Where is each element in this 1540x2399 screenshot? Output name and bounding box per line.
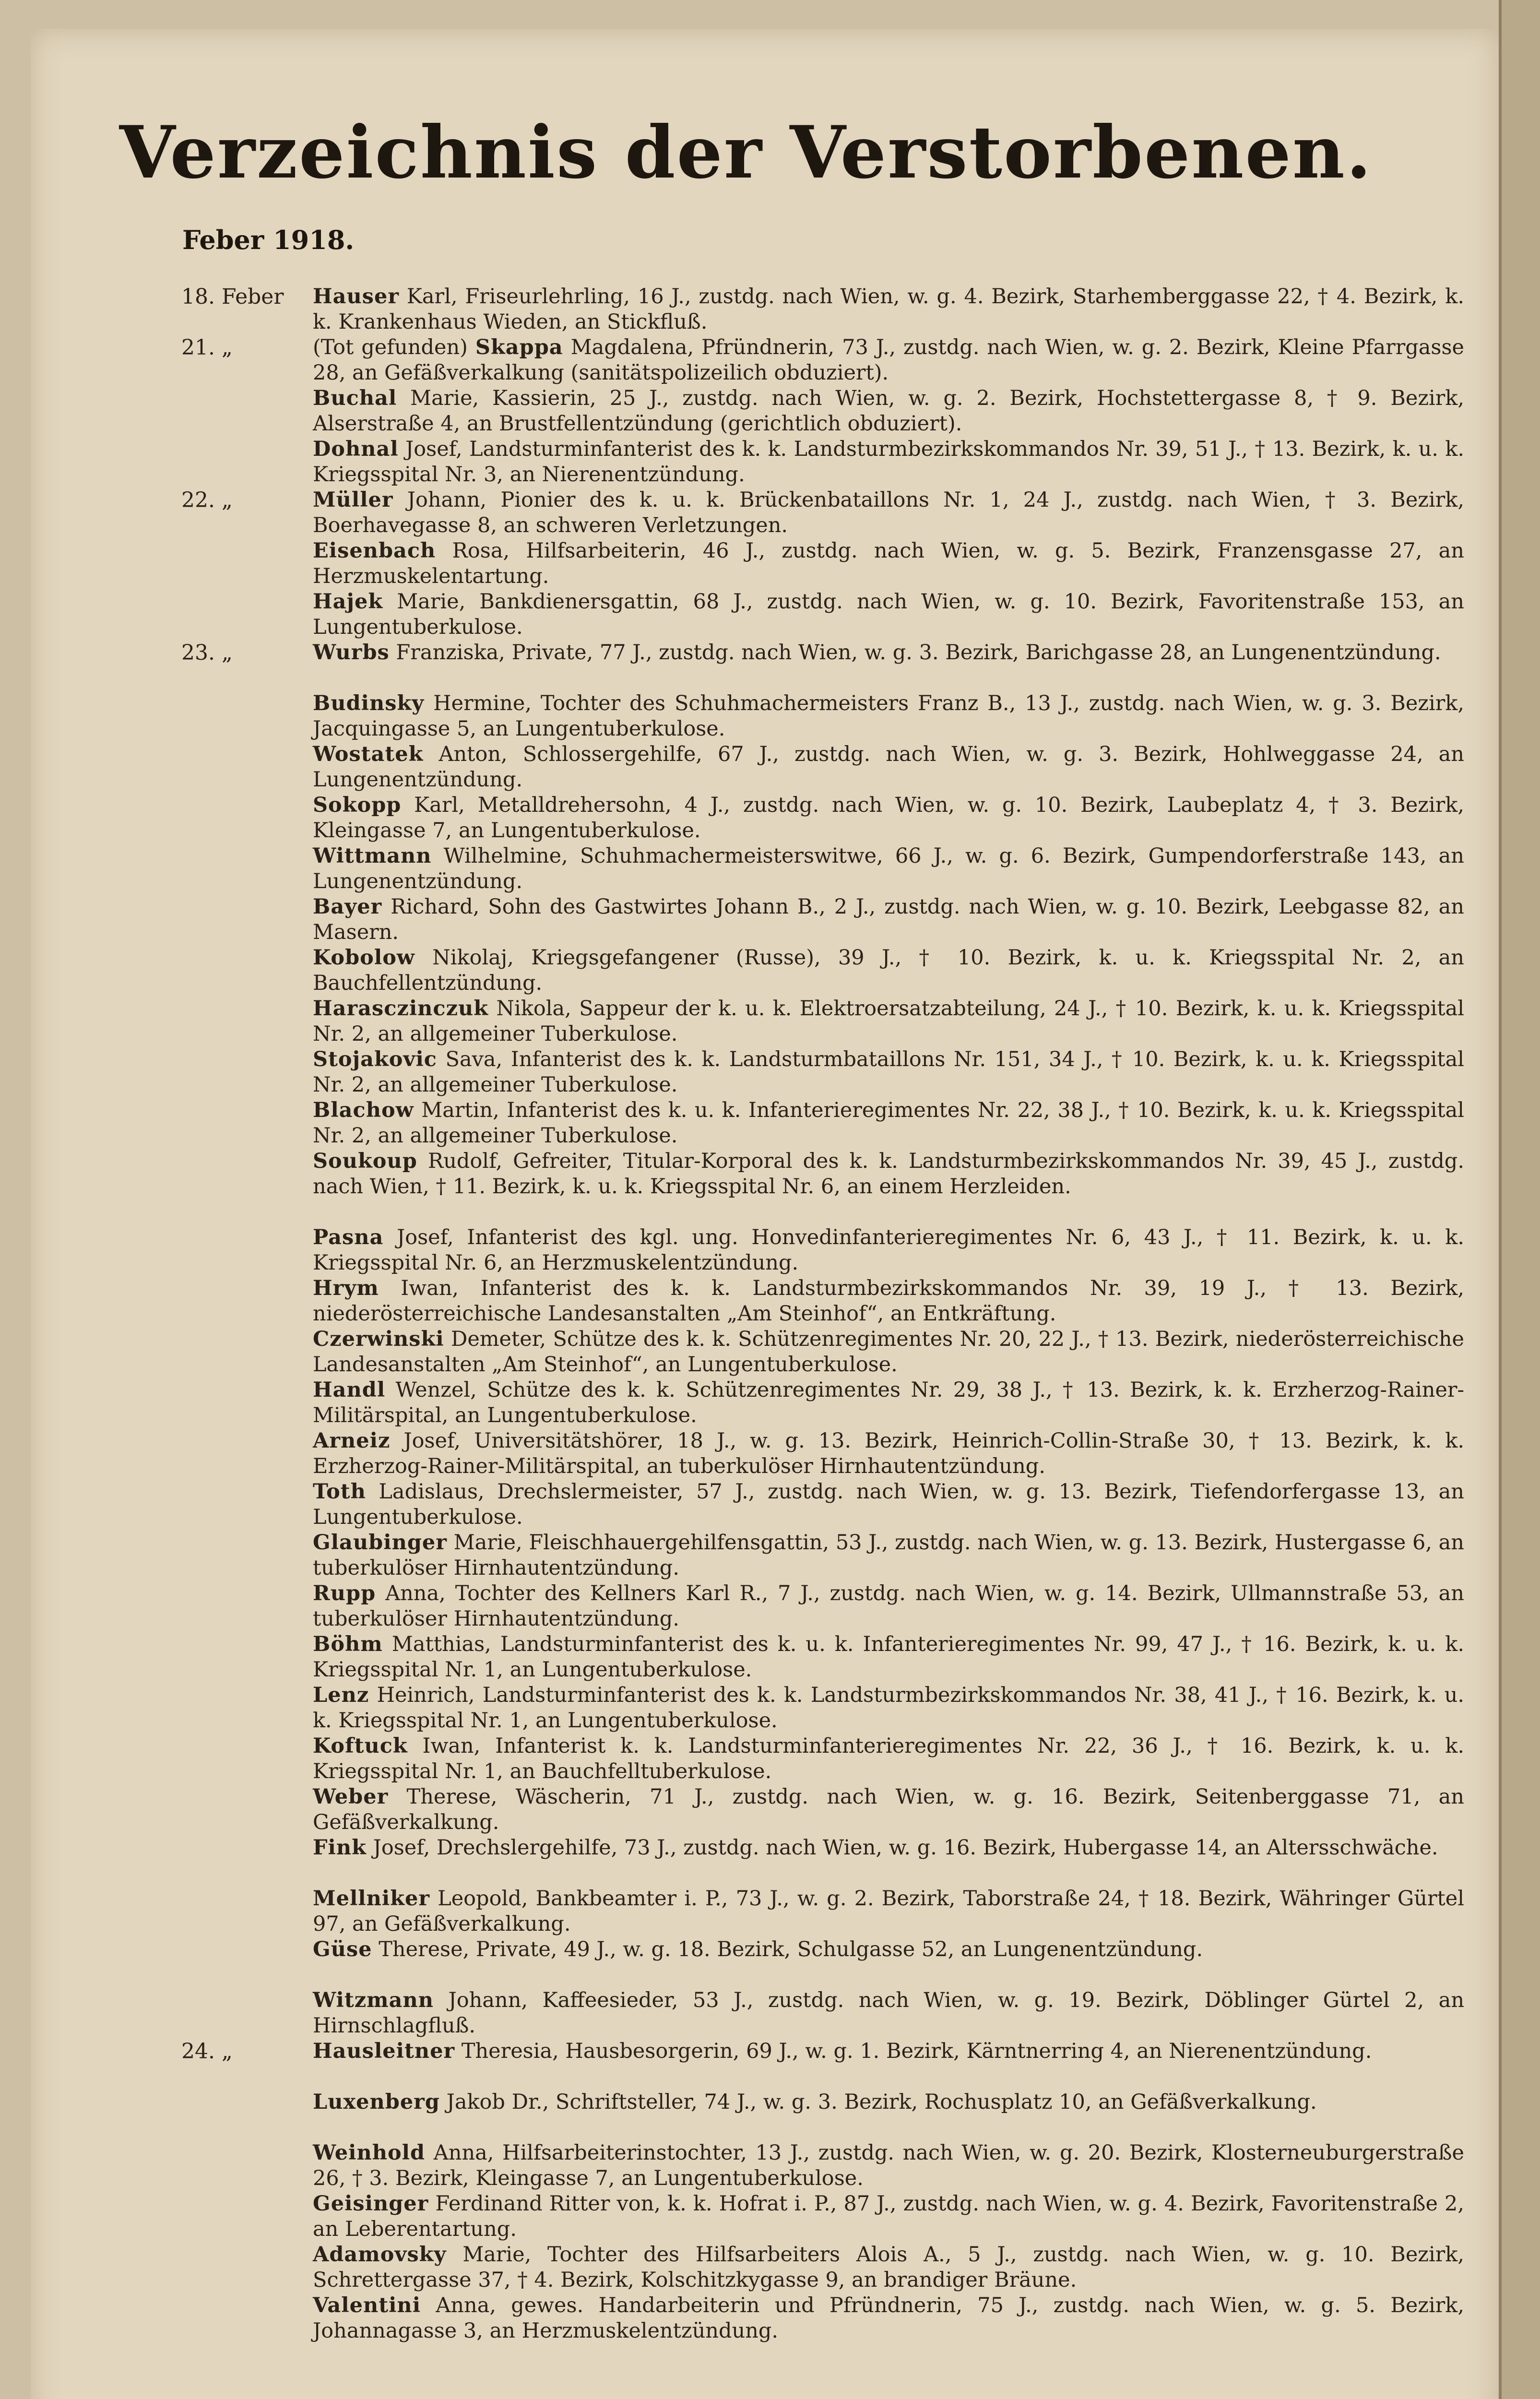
register-entry [0,1324,1492,1375]
register-entry [0,1527,1492,1578]
entry-surname: Bayer [313,895,382,919]
register-entry [0,434,1492,485]
entry-text [313,1098,1464,1149]
entry-text [313,1530,1464,1581]
entry-details: Wenzel, Schütze des k. k. Schützenregimentes Nr. 29, 38 J., † 13. Bezirk, k. k. Erzherzog-Rainer-Militärspital, an Lungentuberkulose. [313,1378,1464,1427]
entry-surname: Güse [313,1937,372,1961]
entry-text [313,1047,1464,1098]
entry-details: Anna, Tochter des Kellners Karl R., 7 J., zustdg. nach Wien, w. g. 14. Bezirk, Ullmannstraße 53, an tuberkulöser Hirnhautentzündung. [313,1581,1464,1631]
entry-details: Anna, Hilfsarbeiterinstochter, 13 J., zustdg. nach Wien, w. g. 20. Bezirk, Klosterneuburgerstraße 26, † 3. Bezirk, Kleingasse 7, an Lungentuberkulose. [313,2141,1465,2190]
register-entry [0,2138,1492,2188]
entry-surname: Hausleitner [313,2039,455,2063]
register-entry [0,739,1492,790]
entry-text [313,2242,1464,2293]
entry-details: Karl, Metalldrehersohn, 4 J., zustdg. nach Wien, w. g. 10. Bezirk, Laubeplatz 4, † 3. Bezirk, Kleingasse 7, an Lungentuberkulose. [313,793,1464,843]
register-entry [0,1273,1492,1324]
entry-details: Rudolf, Gefreiter, Titular-Korporal des k. k. Landsturmbezirkskommandos Nr. 39, 45 J., zustdg. nach Wien, † 11. Bezirk, k. u. k. Kriegsspital Nr. 6, an einem Herzleiden. [313,1149,1465,1199]
entry-details: Sava, Infanterist des k. k. Landsturmbataillons Nr. 151, 34 J., † 10. Bezirk, k. u. k. Kriegsspital Nr. 2, an allgemeiner Tuberkulose. [313,1047,1464,1097]
entry-text [313,2191,1464,2242]
entry-details: Iwan, Infanterist des k. k. Landsturmbezirkskommandos Nr. 39, 19 J., † 13. Bezirk, niederösterreichische Landesanstalten „Am Steinhof“, an Entkräftung. [313,1276,1464,1326]
entry-date: 18. Feber [181,285,284,309]
entry-text [313,335,1464,386]
entry-details: Leopold, Bankbeamter i. P., 73 J., w. g. 2. Bezirk, Taborstraße 24, † 18. Bezirk, Währinger Gürtel 97, an Gefäßverkalkung. [313,1887,1464,1936]
entry-text [313,2090,1464,2115]
register-entry [0,1578,1492,1629]
entry-surname: Wittmann [313,844,432,868]
entry-surname: Weber [313,1785,389,1809]
entry-text [313,793,1464,843]
register-entry [0,281,1492,332]
entry-details: Rosa, Hilfsarbeiterin, 46 J., zustdg. nach Wien, w. g. 5. Bezirk, Franzensgasse 27, an Herzmuskelentartung. [313,539,1464,588]
entry-text [313,640,1464,665]
entry-details: Johann, Kaffeesieder, 53 J., zustdg. nach Wien, w. g. 19. Bezirk, Döblinger Gürtel 2, an Hirnschlagfluß. [313,1988,1465,2038]
entry-text [313,437,1464,487]
page-title: Verzeichnis der Verstorbenen. [119,110,1373,195]
register-entry [0,383,1492,434]
entry-details: Josef, Landsturminfanterist des k. k. Landsturmbezirkskommandos Nr. 39, 51 J., † 13. Bezirk, k. u. k. Kriegsspital Nr. 3, an Nierenentzündung. [313,437,1464,487]
entry-text [313,538,1464,589]
entry-surname: Müller [313,488,393,512]
entry-date: 22. „ [181,488,233,512]
entry-text [313,1988,1464,2039]
entry-surname: Stojakovic [313,1047,437,1071]
register-entry [0,2239,1492,2290]
register-entry [0,1095,1492,1146]
entry-text [313,1276,1464,1327]
entry-text [313,1327,1464,1378]
entry-surname: Kobolow [313,946,415,970]
entry-surname: Rupp [313,1581,376,1605]
register-entry [0,2290,1492,2341]
entry-details: Iwan, Infanterist k. k. Landsturminfanterieregimentes Nr. 22, 36 J., † 16. Bezirk, k. u. k. Kriegsspital Nr. 1, an Bauchfelltuberkulose. [313,1734,1464,1783]
register-entry [0,2188,1492,2239]
entry-surname: Toth [313,1480,366,1504]
entry-details: Anna, gewes. Handarbeiterin und Pfründnerin, 75 J., zustdg. nach Wien, w. g. 5. Bezirk, Johannagasse 3, an Herzmuskelentzündung. [313,2293,1464,2343]
entry-surname: Weinhold [313,2141,426,2165]
entry-details: Marie, Fleischhauergehilfensgattin, 53 J., zustdg. nach Wien, w. g. 13. Bezirk, Hustergasse 6, an tuberkulöser Hirnhautentzündung. [313,1531,1464,1580]
entry-text [313,2140,1464,2191]
entry-surname: Adamovsky [313,2243,447,2267]
entry-surname: Geisinger [313,2192,429,2216]
register-entry [0,891,1492,942]
entry-text [313,945,1464,996]
month-heading: Feber 1918. [182,225,355,255]
entry-surname: Pasna [313,1225,384,1249]
entry-details: Wilhelmine, Schuhmachermeisterswitwe, 66 J., w. g. 6. Bezirk, Gumpendorferstraße 143, an Lungenentzündung. [313,844,1464,893]
entry-details: Martin, Infanterist des k. u. k. Infanterieregimentes Nr. 22, 38 J., † 10. Bezirk, k. u. k. Kriegsspital Nr. 2, an allgemeiner Tuberkulose. [313,1098,1464,1148]
register-entry [0,1222,1492,1273]
entry-details: Marie, Kassierin, 25 J., zustdg. nach Wien, w. g. 2. Bezirk, Hochstettergasse 8, † 9. Bezirk, Alserstraße 4, an Brustfellentzündung (gerichtlich obduziert). [313,386,1465,436]
entry-text [313,1225,1464,1276]
register-entry [0,1883,1492,1934]
register-entry [0,841,1492,891]
entry-details: Josef, Drechslergehilfe, 73 J., zustdg. nach Wien, w. g. 16. Bezirk, Hubergasse 14, an Altersschwäche. [373,1836,1438,1860]
entry-surname: Wostatek [313,742,424,766]
entry-surname: Wurbs [313,641,390,665]
entry-text [313,1428,1464,1479]
entry-details: Josef, Universitätshörer, 18 J., w. g. 13. Bezirk, Heinrich-Collin-Straße 30, † 13. Bezirk, k. k. Erzherzog-Rainer-Militärspital, an tuberkulöser Hirnhautentzündung. [313,1429,1464,1478]
entry-surname: Blachow [313,1098,414,1122]
entry-details: Marie, Tochter des Hilfsarbeiters Alois A., 5 J., zustdg. nach Wien, w. g. 10. Bezirk, Schrettergasse 37, † 4. Bezirk, Kolschitzkygasse 9, an brandiger Bräune. [313,2243,1464,2292]
entry-text [313,742,1464,793]
entry-text [313,1632,1464,1683]
entry-text [313,1581,1464,1632]
entry-details: Matthias, Landsturminfanterist des k. u. k. Infanterieregimentes Nr. 99, 47 J., † 16. Bezirk, k. u. k. Kriegsspital Nr. 1, an Lungentuberkulose. [313,1632,1465,1682]
entry-surname: Czerwinski [313,1327,444,1351]
entry-details: Jakob Dr., Schriftsteller, 74 J., w. g. 3. Bezirk, Rochusplatz 10, an Gefäßverkalkung. [446,2090,1317,2114]
entry-surname: Soukoup [313,1149,417,1173]
entry-details: Nikola, Sappeur der k. u. k. Elektroersatzabteilung, 24 J., † 10. Bezirk, k. u. k. Kriegsspital Nr. 2, an allgemeiner Tuberkulose. [313,997,1464,1046]
entry-surname: Böhm [313,1632,383,1656]
entry-surname: Arneiz [313,1429,391,1453]
entry-text [313,996,1464,1047]
entry-surname: Dohnal [313,437,399,461]
register-entry [0,535,1492,586]
entry-surname: Glaubinger [313,1531,447,1555]
entry-surname: Mellniker [313,1887,430,1911]
entry-details: Theresia, Hausbesorgerin, 69 J., w. g. 1. Bezirk, Kärntnerring 4, an Nierenentzündung. [461,2039,1372,2063]
register-entry [0,637,1492,688]
entry-text [313,1378,1464,1428]
entry-date: 23. „ [181,641,233,665]
entry-surname: Fink [313,1836,367,1860]
register-entry [0,485,1492,535]
register-entry [0,942,1492,993]
entry-surname: Handl [313,1378,386,1402]
entry-details: Ladislaus, Drechslermeister, 57 J., zustdg. nach Wien, w. g. 13. Bezirk, Tiefendorfergasse 13, an Lungentuberkulose. [313,1480,1464,1529]
entry-details: Franziska, Private, 77 J., zustdg. nach Wien, w. g. 3. Bezirk, Barichgasse 28, an Lungenentzündung. [396,641,1441,665]
entry-details: Heinrich, Landsturminfanterist des k. k. Landsturmbezirkskommandos Nr. 38, 41 J., † 16. Bezirk, k. u. k. Kriegsspital Nr. 1, an Lungentuberkulose. [313,1683,1465,1733]
register-entry [0,2036,1492,2087]
register-entry [0,1680,1492,1731]
entry-surname: Hauser [313,285,399,309]
entry-text [313,1734,1464,1784]
entry-text [313,589,1464,640]
entry-date: 21. „ [181,335,233,360]
entry-text [313,1835,1464,1861]
register-entry [0,1375,1492,1425]
register-entry [0,688,1492,739]
entry-text [313,894,1464,945]
entry-surname: Eisenbach [313,539,436,563]
entry-date: 24. „ [181,2039,233,2064]
entry-details: Therese, Wäscherin, 71 J., zustdg. nach Wien, w. g. 16. Bezirk, Seitenberggasse 71, an Gefäßverkalkung. [313,1785,1464,1834]
entry-text [313,2293,1464,2344]
register-entry [0,1832,1492,1883]
entry-details: Magdalena, Pfründnerin, 73 J., zustdg. nach Wien, w. g. 2. Bezirk, Kleine Pfarrgasse 28, an Gefäßverkalkung (sanitätspolizeilich obduziert). [313,335,1464,385]
entry-surname: Valentini [313,2293,421,2317]
entry-text [313,1784,1464,1835]
register-entry [0,1044,1492,1095]
entry-surname: Sokopp [313,793,402,817]
entry-text [313,487,1464,538]
entry-text [313,284,1464,335]
entry-details: Karl, Friseurlehrling, 16 J., zustdg. nach Wien, w. g. 4. Bezirk, Starhemberggasse 22, † 4. Bezirk, k. k. Krankenhaus Wieden, an Stickfluß. [313,285,1465,334]
entry-text [313,1479,1464,1530]
register-entry [0,1146,1492,1222]
entry-surname: Budinsky [313,691,425,715]
entry-details: Anton, Schlossergehilfe, 67 J., zustdg. nach Wien, w. g. 3. Bezirk, Hohlweggasse 24, an Lungenentzündung. [313,742,1464,792]
entry-details: Johann, Pionier des k. u. k. Brückenbataillons Nr. 1, 24 J., zustdg. nach Wien, † 3. Bezirk, Boerhavegasse 8, an schweren Verletzungen. [313,488,1464,537]
register-entry [0,332,1492,383]
entry-details: Demeter, Schütze des k. k. Schützenregimentes Nr. 20, 22 J., † 13. Bezirk, niederösterreichische Landesanstalten „Am Steinhof“, an Lungentuberkulose. [313,1327,1465,1377]
entry-surname: Witzmann [313,1988,434,2012]
register-entry [0,1934,1492,1985]
entry-details: Richard, Sohn des Gastwirtes Johann B., 2 J., zustdg. nach Wien, w. g. 10. Bezirk, Leebgasse 82, an Masern. [313,895,1465,944]
entry-details: Josef, Infanterist des kgl. ung. Honvedinfanterieregimentes Nr. 6, 43 J., † 11. Bezirk, k. u. k. Kriegsspital Nr. 6, an Herzmuskelentzündung. [313,1225,1464,1275]
register-entry [0,1731,1492,1781]
entry-surname: Koftuck [313,1734,408,1758]
entry-text [313,1683,1464,1734]
entry-details: Ferdinand Ritter von, k. k. Hofrat i. P., 87 J., zustdg. nach Wien, w. g. 4. Bezirk, Favoritenstraße 2, an Leberentartung. [313,2192,1465,2241]
entry-surname: Skappa [475,335,563,359]
register-entry [0,790,1492,841]
adjacent-page-edge [1499,0,1540,2399]
entry-text [313,1937,1464,1962]
register-entry [0,586,1492,637]
entry-surname: Buchal [313,386,397,410]
entry-text [313,1886,1464,1937]
entry-text [313,2039,1464,2064]
register-entry [0,1476,1492,1527]
entry-surname: Lenz [313,1683,369,1707]
entry-surname: Hajek [313,590,383,614]
entry-details: Nikolaj, Kriegsgefangener (Russe), 39 J., † 10. Bezirk, k. u. k. Kriegsspital Nr. 2, an Bauchfellentzündung. [313,946,1464,995]
entry-details: Hermine, Tochter des Schuhmachermeisters Franz B., 13 J., zustdg. nach Wien, w. g. 3. Bezirk, Jacquingasse 5, an Lungentuberkulose. [313,691,1465,741]
entry-text [313,386,1464,437]
entry-text [313,843,1464,894]
register-entry [0,1629,1492,1680]
entry-details: Marie, Bankdienersgattin, 68 J., zustdg. nach Wien, w. g. 10. Bezirk, Favoritenstraße 153, an Lungentuberkulose. [313,590,1464,639]
register-entry [0,993,1492,1044]
entry-surname: Harasczinczuk [313,997,489,1021]
entry-text [313,1149,1464,1200]
entry-text [313,691,1464,742]
entry-surname: Luxenberg [313,2090,440,2114]
death-register-list [0,281,1492,2341]
register-entry [0,1781,1492,1832]
entry-details: Therese, Private, 49 J., w. g. 18. Bezirk, Schulgasse 52, an Lungenentzündung. [379,1937,1203,1961]
entry-surname: Hrym [313,1276,379,1300]
register-entry [0,1985,1492,2036]
register-entry [0,2087,1492,2138]
entry-note: (Tot gefunden) [313,335,468,359]
register-entry [0,1425,1492,1476]
